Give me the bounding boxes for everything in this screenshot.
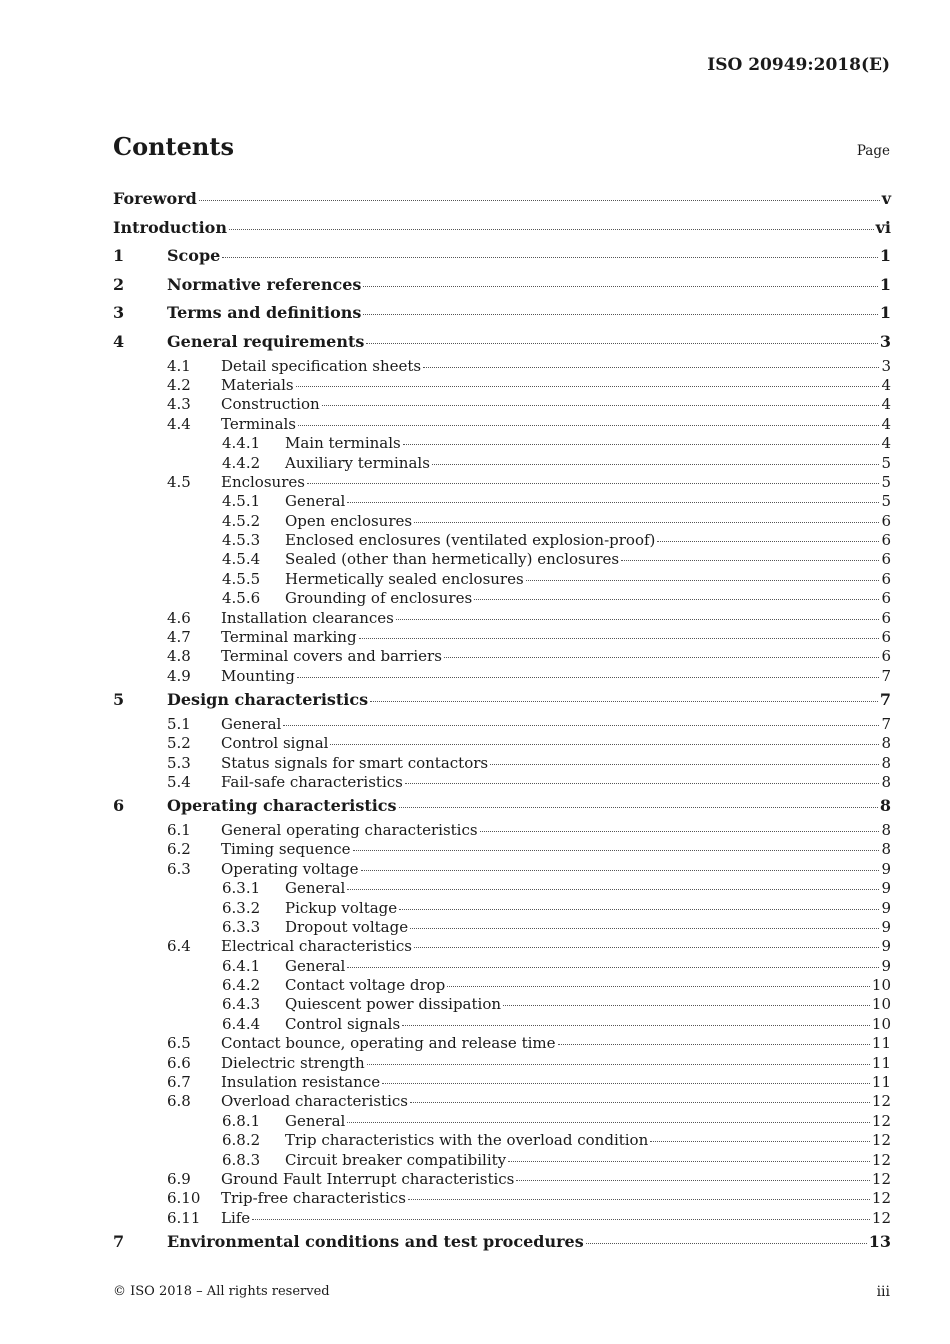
toc-entry-number: 6.3.2 (222, 898, 261, 917)
toc-entry-title: General (285, 956, 346, 975)
dot-leader (410, 927, 879, 929)
dot-leader (621, 559, 879, 561)
toc-entry-number: 6.4.2 (222, 976, 261, 995)
dot-leader (399, 908, 879, 910)
dot-leader (322, 404, 880, 406)
toc-entry-page: 8 (879, 796, 891, 816)
toc-entry-title: Operating characteristics (167, 796, 397, 816)
toc-entry[interactable] (113, 550, 891, 569)
toc-entry[interactable] (113, 415, 891, 434)
toc-entry-page: 1 (879, 303, 891, 323)
toc-entry-page: 6 (881, 628, 891, 647)
toc-entry-title: Dropout voltage (285, 917, 409, 936)
toc-entry-number: 4.5 (167, 472, 191, 491)
toc-entry-page: 6 (881, 511, 891, 530)
toc-entry[interactable] (113, 376, 891, 395)
toc-entry-number: 4.5.6 (222, 589, 261, 608)
toc-entry-page: 9 (881, 879, 891, 898)
toc-entry[interactable] (113, 937, 891, 956)
toc-entry[interactable] (113, 299, 891, 328)
toc-entry-number: 4.4 (167, 414, 191, 433)
toc-entry[interactable] (113, 395, 891, 414)
toc-entry-title: Life (221, 1208, 251, 1227)
dot-leader (403, 443, 880, 445)
toc-entry-number: 6.10 (167, 1189, 201, 1208)
toc-entry[interactable] (113, 715, 891, 734)
toc-entry-title: Fail-safe characteristics (221, 772, 403, 791)
toc-entry[interactable] (113, 840, 891, 859)
dot-leader (474, 598, 879, 600)
table-of-contents (113, 185, 891, 1257)
toc-entry-page: 5 (881, 453, 891, 472)
toc-entry-page: 3 (881, 356, 891, 375)
toc-entry[interactable] (113, 628, 891, 647)
toc-entry[interactable] (113, 1015, 891, 1034)
toc-entry-page: 9 (881, 859, 891, 878)
toc-entry-title: General requirements (167, 331, 365, 351)
toc-entry-number: 4.8 (167, 647, 191, 666)
toc-entry[interactable] (113, 473, 891, 492)
dot-leader (410, 1101, 870, 1103)
toc-entry-title: General (285, 1111, 346, 1130)
toc-entry-number: 6.8.3 (222, 1150, 261, 1169)
toc-entry[interactable] (113, 1151, 891, 1170)
toc-entry-title: Main terminals (285, 434, 401, 453)
toc-entry-number: 6.3.3 (222, 917, 261, 936)
toc-entry-title: Hermetically sealed enclosures (285, 569, 524, 588)
toc-entry-number: 4.4.2 (222, 453, 261, 472)
dot-leader (402, 1024, 870, 1026)
toc-entry-number: 6.9 (167, 1169, 191, 1188)
toc-entry-title: Quiescent power dissipation (285, 995, 502, 1014)
toc-entry-title: Trip-free characteristics (221, 1189, 406, 1208)
toc-entry-number: 6.4.3 (222, 995, 261, 1014)
toc-entry-title: General (285, 879, 346, 898)
dot-leader (586, 1242, 867, 1244)
toc-entry-title: Introduction (113, 217, 227, 237)
toc-entry[interactable] (113, 1189, 891, 1208)
dot-leader (363, 285, 877, 287)
toc-entry-number: 4.5.4 (222, 550, 261, 569)
dot-leader (367, 1063, 870, 1065)
toc-entry[interactable] (113, 434, 891, 453)
toc-entry-page: 12 (871, 1111, 891, 1130)
toc-entry-page: 9 (881, 956, 891, 975)
dot-leader (508, 1160, 870, 1162)
toc-entry[interactable] (113, 667, 891, 686)
dot-leader (399, 806, 878, 808)
dot-leader (366, 342, 878, 344)
dot-leader (480, 830, 880, 832)
toc-entry-number: 6.3 (167, 859, 191, 878)
toc-entry-title: Grounding of enclosures (285, 589, 473, 608)
toc-entry-number: 6.8.2 (222, 1131, 261, 1150)
toc-entry-page: 7 (881, 714, 891, 733)
dot-leader (516, 1179, 870, 1181)
toc-entry-title: Overload characteristics (221, 1092, 408, 1111)
toc-entry[interactable] (113, 1131, 891, 1150)
toc-entry[interactable] (113, 1073, 891, 1092)
toc-entry-number: 5.1 (167, 714, 191, 733)
toc-entry-page: 1 (879, 274, 891, 294)
dot-leader (650, 1140, 870, 1142)
toc-entry[interactable] (113, 1228, 891, 1257)
dot-leader (408, 1198, 870, 1200)
toc-entry[interactable] (113, 899, 891, 918)
toc-entry-title: Environmental conditions and test procedures (167, 1232, 584, 1252)
toc-entry[interactable] (113, 589, 891, 608)
toc-entry-title: Timing sequence (221, 840, 351, 859)
toc-entry[interactable] (113, 214, 891, 243)
toc-entry[interactable] (113, 609, 891, 628)
toc-entry[interactable] (113, 531, 891, 550)
toc-entry-page: 12 (871, 1189, 891, 1208)
toc-entry[interactable] (113, 1054, 891, 1073)
dot-leader (503, 1004, 870, 1006)
toc-entry-page: 11 (871, 1034, 891, 1053)
dot-leader (370, 700, 878, 702)
toc-entry-number: 6.8 (167, 1092, 191, 1111)
dot-leader (347, 501, 879, 503)
toc-entry[interactable] (113, 995, 891, 1014)
toc-entry-title: Open enclosures (285, 511, 413, 530)
toc-entry[interactable] (113, 357, 891, 376)
dot-leader (353, 849, 880, 851)
dot-leader (657, 540, 879, 542)
dot-leader (296, 385, 880, 387)
toc-entry-page: 10 (871, 995, 891, 1014)
toc-entry-page: 8 (881, 840, 891, 859)
toc-entry-title: Operating voltage (221, 859, 359, 878)
toc-entry-page: 9 (881, 917, 891, 936)
toc-entry-page: 4 (881, 414, 891, 433)
dot-leader (347, 888, 879, 890)
toc-entry[interactable] (113, 918, 891, 937)
toc-entry[interactable] (113, 271, 891, 300)
toc-entry-title: Circuit breaker compatibility (285, 1150, 507, 1169)
toc-entry-number: 7 (113, 1232, 125, 1252)
toc-entry[interactable] (113, 1170, 891, 1189)
toc-entry-page: 12 (871, 1150, 891, 1169)
toc-entry-number: 4.1 (167, 356, 191, 375)
toc-entry-number: 6.1 (167, 820, 191, 839)
toc-entry-number: 4.5.1 (222, 492, 261, 511)
toc-entry-page: 6 (881, 647, 891, 666)
toc-entry-page: 6 (881, 569, 891, 588)
toc-entry-page: 12 (871, 1131, 891, 1150)
toc-entry-number: 2 (113, 274, 125, 294)
dot-leader (307, 482, 880, 484)
dot-leader (347, 1121, 870, 1123)
toc-entry-page: 6 (881, 550, 891, 569)
toc-entry[interactable] (113, 879, 891, 898)
toc-entry-page: 1 (879, 246, 891, 266)
toc-entry[interactable] (113, 686, 891, 715)
dot-leader (363, 313, 877, 315)
toc-entry-number: 4.5.2 (222, 511, 261, 530)
toc-entry-title: Scope (167, 246, 221, 266)
toc-entry-title: Ground Fault Interrupt characteristics (221, 1169, 515, 1188)
toc-entry-page: vi (875, 217, 891, 237)
dot-leader (405, 782, 880, 784)
dot-leader (382, 1082, 870, 1084)
dot-leader (432, 463, 880, 465)
toc-entry[interactable] (113, 570, 891, 589)
dot-leader (199, 199, 880, 201)
toc-entry-page: 9 (881, 937, 891, 956)
toc-entry-number: 6.4.4 (222, 1014, 261, 1033)
footer-page-number: iii (876, 1284, 890, 1300)
toc-entry-title: Status signals for smart contactors (221, 753, 489, 772)
toc-entry-title: Trip characteristics with the overload condition (285, 1131, 649, 1150)
toc-entry[interactable] (113, 242, 891, 271)
toc-entry-page: 5 (881, 472, 891, 491)
toc-entry-number: 1 (113, 246, 125, 266)
toc-entry-page: 10 (871, 1014, 891, 1033)
toc-entry-page: 9 (881, 898, 891, 917)
contents-title: Contents (113, 132, 234, 161)
dot-leader (447, 985, 870, 987)
toc-entry-number: 6.5 (167, 1034, 191, 1053)
toc-entry-number: 4.3 (167, 395, 191, 414)
toc-entry-number: 3 (113, 303, 125, 323)
toc-entry-page: 7 (879, 690, 891, 710)
toc-entry-page: 4 (881, 395, 891, 414)
toc-entry-title: Foreword (113, 189, 197, 208)
dot-leader (444, 656, 880, 658)
toc-entry-number: 4.5.5 (222, 569, 261, 588)
dot-leader (222, 256, 878, 258)
toc-entry-title: General (221, 714, 282, 733)
toc-entry[interactable] (113, 1092, 891, 1111)
toc-entry-title: Materials (221, 375, 294, 394)
toc-entry-title: Sealed (other than hermetically) enclosures (285, 550, 620, 569)
toc-entry-title: General (285, 492, 346, 511)
toc-entry-number: 4.9 (167, 666, 191, 685)
toc-entry-number: 4.4.1 (222, 434, 261, 453)
dot-leader (361, 869, 880, 871)
toc-entry-number: 5.2 (167, 734, 191, 753)
toc-entry[interactable] (113, 734, 891, 753)
toc-entry-page: 6 (881, 608, 891, 627)
toc-entry-number: 5 (113, 690, 125, 710)
dot-leader (330, 743, 879, 745)
toc-entry-title: Terminals (221, 414, 297, 433)
dot-leader (558, 1043, 870, 1045)
toc-entry-title: Terms and definitions (167, 303, 362, 323)
dot-leader (414, 521, 879, 523)
toc-entry[interactable] (113, 754, 891, 773)
toc-entry[interactable] (113, 773, 891, 792)
toc-entry-page: 4 (881, 375, 891, 394)
toc-entry-title: Design characteristics (167, 690, 369, 710)
dot-leader (297, 676, 880, 678)
toc-entry-title: Terminal marking (221, 628, 357, 647)
toc-entry-number: 4.7 (167, 628, 191, 647)
toc-entry-page: 8 (881, 753, 891, 772)
toc-entry-number: 6.4 (167, 937, 191, 956)
dot-leader (283, 724, 879, 726)
dot-leader (423, 366, 879, 368)
dot-leader (359, 637, 880, 639)
document-id: ISO 20949:2018(E) (707, 55, 890, 75)
toc-entry-number: 6 (113, 796, 125, 816)
toc-entry-page: 12 (871, 1208, 891, 1227)
toc-entry-page: v (881, 189, 891, 208)
page-column-label: Page (856, 143, 890, 159)
toc-entry[interactable] (113, 647, 891, 666)
dot-leader (252, 1218, 870, 1220)
toc-entry-title: Electrical characteristics (221, 937, 412, 956)
toc-entry[interactable] (113, 492, 891, 511)
toc-entry[interactable] (113, 454, 891, 473)
toc-entry-title: Enclosures (221, 472, 305, 491)
dot-leader (526, 579, 880, 581)
toc-entry[interactable] (113, 1034, 891, 1053)
toc-entry-title: Enclosed enclosures (ventilated explosion-proof) (285, 531, 656, 550)
toc-entry-title: Insulation resistance (221, 1073, 381, 1092)
dot-leader (414, 946, 880, 948)
toc-entry-title: General operating characteristics (221, 820, 478, 839)
dot-leader (490, 763, 879, 765)
toc-entry[interactable] (113, 957, 891, 976)
toc-entry[interactable] (113, 792, 891, 821)
toc-entry-number: 5.3 (167, 753, 191, 772)
toc-entry-title: Mounting (221, 666, 295, 685)
toc-entry-title: Contact voltage drop (285, 976, 446, 995)
toc-entry-page: 6 (881, 589, 891, 608)
toc-entry[interactable] (113, 185, 891, 214)
toc-entry[interactable] (113, 821, 891, 840)
toc-entry-page: 5 (881, 492, 891, 511)
toc-entry[interactable] (113, 328, 891, 357)
toc-entry-page: 8 (881, 820, 891, 839)
toc-entry-page: 8 (881, 772, 891, 791)
toc-entry-page: 10 (871, 976, 891, 995)
toc-entry-page: 13 (868, 1232, 891, 1252)
toc-entry-page: 3 (879, 331, 891, 351)
footer-copyright: © ISO 2018 – All rights reserved (113, 1284, 330, 1299)
toc-entry-number: 6.11 (167, 1208, 201, 1227)
toc-entry-page: 7 (881, 666, 891, 685)
toc-entry-title: Terminal covers and barriers (221, 647, 442, 666)
toc-entry-page: 12 (871, 1092, 891, 1111)
toc-entry-title: Installation clearances (221, 608, 394, 627)
toc-entry-title: Pickup voltage (285, 898, 398, 917)
toc-entry-number: 4.6 (167, 608, 191, 627)
toc-entry-page: 4 (881, 434, 891, 453)
dot-leader (229, 228, 874, 230)
toc-entry-number: 5.4 (167, 772, 191, 791)
toc-entry-number: 6.7 (167, 1073, 191, 1092)
toc-entry-page: 6 (881, 531, 891, 550)
toc-entry-page: 12 (871, 1169, 891, 1188)
toc-entry-title: Dielectric strength (221, 1053, 365, 1072)
toc-entry-number: 6.3.1 (222, 879, 261, 898)
toc-entry[interactable] (113, 1209, 891, 1228)
toc-entry[interactable] (113, 1112, 891, 1131)
toc-entry-page: 8 (881, 734, 891, 753)
toc-entry-title: Contact bounce, operating and release time (221, 1034, 556, 1053)
toc-entry-number: 6.6 (167, 1053, 191, 1072)
toc-entry-title: Control signals (285, 1014, 401, 1033)
toc-entry[interactable] (113, 512, 891, 531)
toc-entry-title: Detail specification sheets (221, 356, 422, 375)
toc-entry[interactable] (113, 860, 891, 879)
dot-leader (347, 966, 879, 968)
toc-entry-page: 11 (871, 1073, 891, 1092)
toc-entry-page: 11 (871, 1053, 891, 1072)
toc-entry[interactable] (113, 976, 891, 995)
dot-leader (298, 424, 879, 426)
toc-entry-number: 4.2 (167, 375, 191, 394)
toc-entry-number: 6.2 (167, 840, 191, 859)
toc-entry-number: 6.8.1 (222, 1111, 261, 1130)
toc-entry-number: 4.5.3 (222, 531, 261, 550)
toc-entry-number: 6.4.1 (222, 956, 261, 975)
toc-entry-number: 4 (113, 331, 125, 351)
toc-entry-title: Control signal (221, 734, 329, 753)
toc-entry-title: Construction (221, 395, 320, 414)
toc-entry-title: Normative references (167, 274, 362, 294)
dot-leader (396, 618, 880, 620)
toc-entry-title: Auxiliary terminals (285, 453, 430, 472)
